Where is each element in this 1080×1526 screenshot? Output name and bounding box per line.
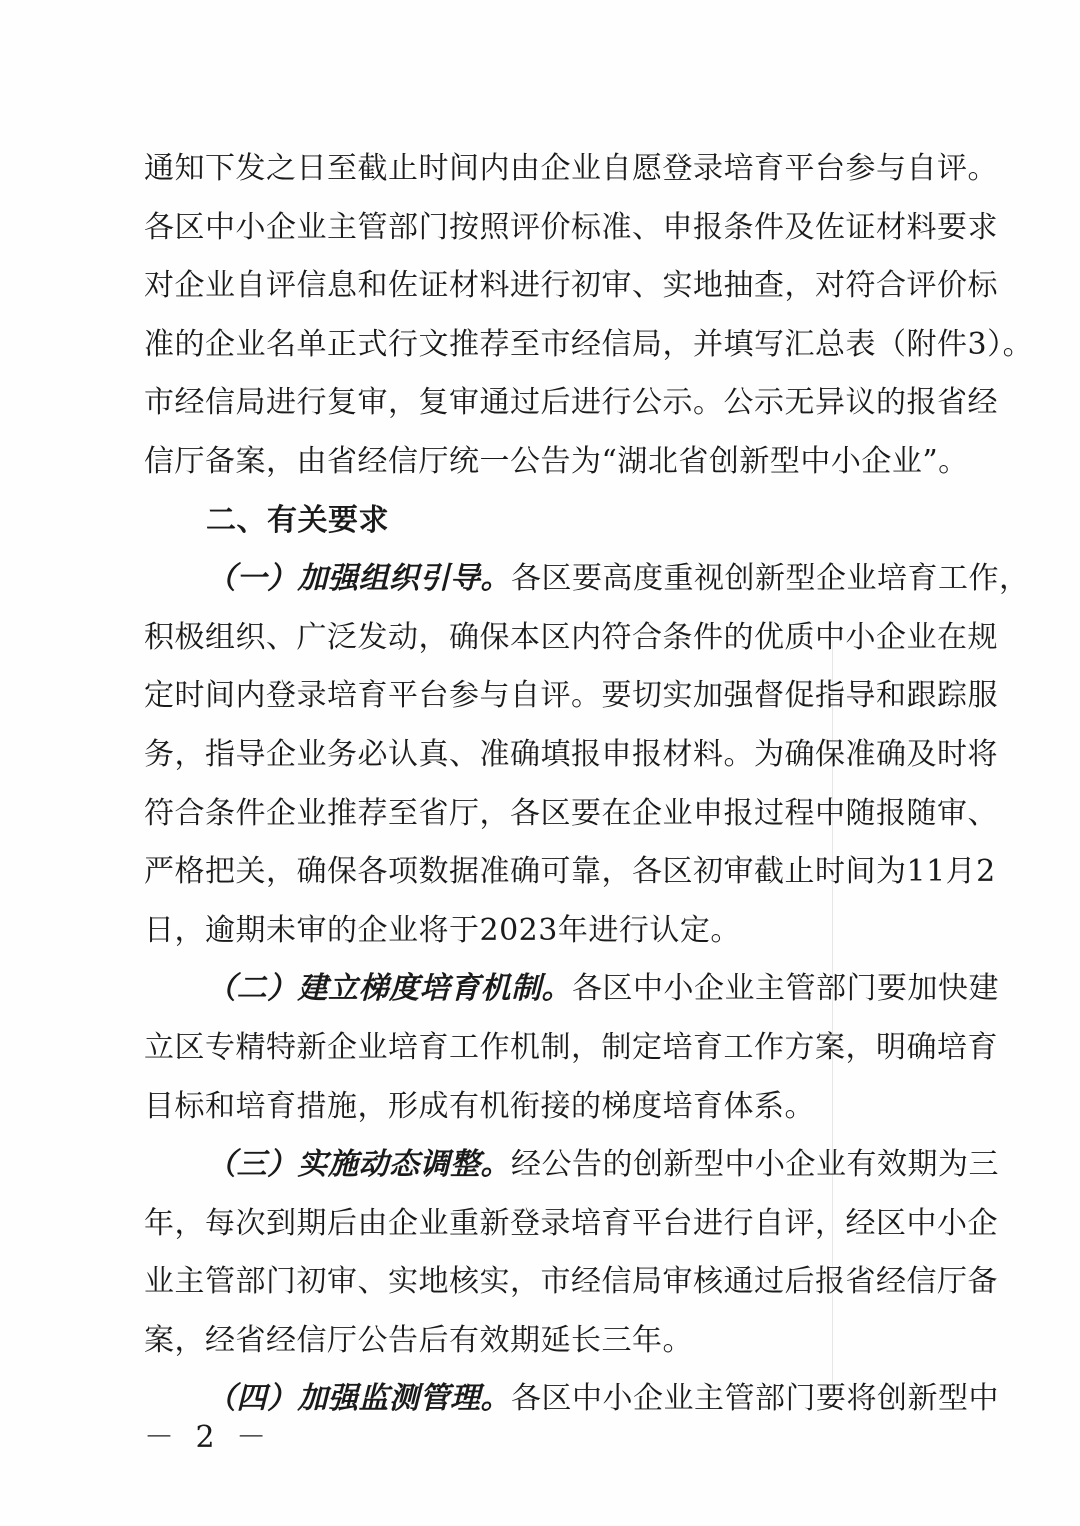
subheading-keyword: （四）加强监测管理。 — [206, 1381, 511, 1417]
paragraph-line: 案，经省经信厅公告后有效期延长三年。 — [144, 1322, 693, 1358]
paragraph-line: 业主管部门初审、实地核实，市经信局审核通过后报省经信厅备 — [144, 1264, 998, 1300]
paragraph-line: 对企业自评信息和佐证材料进行初审、实地抽查，对符合评价标 — [144, 268, 998, 304]
paragraph-first-line — [144, 550, 1030, 609]
paragraph-line: 符合条件企业推荐至省厅，各区要在企业申报过程中随报随审、 — [144, 795, 998, 831]
paragraph-line: 立区专精特新企业培育工作机制，制定培育工作方案，明确培育 — [144, 1029, 998, 1065]
subheading-keyword: （二）建立梯度培育机制。 — [206, 971, 572, 1007]
section-heading: 二、有关要求 — [206, 502, 389, 538]
document-body — [144, 140, 1034, 1429]
page-number: － 2 － — [144, 1420, 273, 1455]
paragraph-text: 各区要高度重视创新型企业培育工作， — [511, 561, 1030, 597]
paragraph-text: 各区中小企业主管部门要将创新型中 — [511, 1381, 999, 1417]
paragraph-line: 务，指导企业务必认真、准确填报申报材料。为确保准确及时将 — [144, 736, 998, 772]
paragraph-line: 各区中小企业主管部门按照评价标准、申报条件及佐证材料要求 — [144, 209, 998, 245]
paragraph-line: 目标和培育措施，形成有机衔接的梯度培育体系。 — [144, 1088, 815, 1124]
paragraph-first-line — [144, 960, 999, 1019]
paragraph-line: 积极组织、广泛发动，确保本区内符合条件的优质中小企业在规 — [144, 619, 998, 655]
paragraph-line: 市经信局进行复审，复审通过后进行公示。公示无异议的报省经 — [144, 385, 998, 421]
paragraph-line: 通知下发之日至截止时间内由企业自愿登录培育平台参与自评。 — [144, 151, 998, 186]
paragraph-line: 信厅备案，由省经信厅统一公告为“湖北省创新型中小企业”。 — [144, 443, 969, 479]
paragraph-text: 经公告的创新型中小企业有效期为三 — [511, 1147, 999, 1183]
subheading-keyword: （三）实施动态调整。 — [206, 1147, 511, 1183]
paragraph-line: 严格把关，确保各项数据准确可靠，各区初审截止时间为11月2 — [144, 854, 996, 890]
paragraph-line: 准的企业名单正式行文推荐至市经信局，并填写汇总表（附件3）。 — [144, 326, 1034, 362]
paragraph-line: 日，逾期未审的企业将于2023年进行认定。 — [144, 912, 741, 948]
paragraph-text: 各区中小企业主管部门要加快建 — [572, 971, 999, 1007]
paragraph-first-line — [144, 1136, 999, 1195]
subheading-keyword: （一）加强组织引导。 — [206, 561, 511, 597]
paragraph-line: 年，每次到期后由企业重新登录培育平台进行自评，经区中小企 — [144, 1205, 998, 1241]
paragraph-line: 定时间内登录培育平台参与自评。要切实加强督促指导和跟踪服 — [144, 678, 998, 714]
